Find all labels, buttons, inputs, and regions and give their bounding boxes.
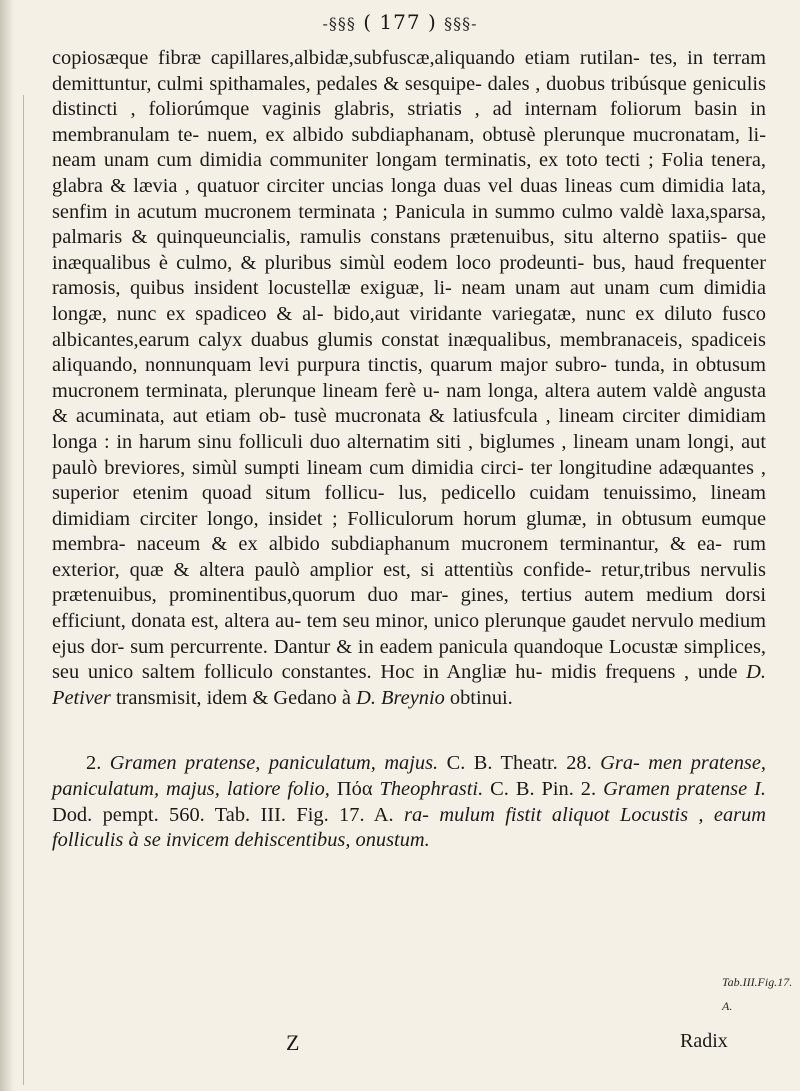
entry-2-ref2: C. B. Pin. 2. — [483, 778, 604, 801]
margin-rule — [23, 95, 24, 1085]
signature-mark: Z — [286, 1030, 300, 1055]
margin-note: Tab.III.Fig.17. A. — [722, 975, 793, 1013]
page-header — [0, 10, 800, 34]
entry-2-ref1: C. B. Theatr. 28. — [438, 752, 601, 775]
entry-2-description: ra- mulum fistit aliquot Locustis , earum folliculis à se invicem dehiscentibus, onustum. — [52, 803, 767, 852]
entry-2-title: Gramen pratense, paniculatum, majus. — [109, 752, 439, 775]
body-text — [52, 46, 766, 854]
catchword: Radix — [680, 1030, 728, 1052]
breynio-name: D. Breynio — [356, 686, 445, 709]
petiver-name: D. Petiver — [52, 661, 766, 709]
page-binding-shadow — [0, 0, 14, 1091]
entry-2-alt-name: Gra- men pratense, paniculatum, majus, latiore folio, — [52, 752, 767, 801]
entry-2-number: 2. — [86, 752, 102, 775]
paragraph-1-mid: transmisit, idem & Gedano à — [110, 686, 357, 709]
entry-2-greek: Πόα — [329, 778, 380, 801]
paragraph-1 — [52, 46, 766, 711]
entry-2-theophrasti: Theophrasti. — [379, 778, 484, 801]
paragraph-1-end: obtinui. — [444, 686, 513, 709]
paragraph-1-text: copiosæque fibræ capillares,albidæ,subfuscæ,aliquando etiam rutilan- tes, in terram demittuntur, culmi spithamales, pedales & sesquipe- dales , duobus tribúsque geniculis distincti , foliorúmque vaginis glabris, striatis , ad internam foliorum basin in membranulam te- nuem, ex albido subdiaphanam, obtusè plerunque mucronatam, li- neam unam cum dimidia communiter longam terminatis, ex toto tecti ; Folia tenera, glabra & lævia , quatuor circiter uncias longa duas vel duas lineas cum dimidia lata, senfim in acutum mucronem terminata ; Panicula in summo culmo valdè laxa,sparsa, palmaris & quinqueuncialis, ramulis constans prætenuibus, situ alterno spatiis- que inæqualibus è culmo, & pluribus simùl eodem loco prodeunti- bus, haud frequenter ramosis, quibus insident locustellæ exiguæ, li- neam unam aut unam cum dimidia longæ, nunc ex spadiceo & al- bido,aut viridante variegatæ, nunc ex diluto fusco albicantes,earum calyx duabus glumis constat inæqualibus, membranaceis, spadiceis aliquando, nonnunquam levi purpura tinctis, quarum major subro- tunda, in obtusum mucronem terminata, plerunque lineam ferè u- nam longa, altera autem valdè angusta & acuminata, aut etiam ob- tusè mucronata & latiusfcula , lineam circiter dimidiam longa : in harum sinu folliculi duo alternatim siti , biglumes , lineam unam longi, aut paulò breviores, simùl sumpti lineam cum dimidia circi- ter longitudine adæquantes , superior etenim quoad situm follicu- lus, pedicello cuidam tenuissimo, lineam dimidiam circiter longo, insidet ; Folliculorum horum glumæ, in obtusum eumque membra- naceum & ex albido subdiaphanum mucronem terminantur, & ea- rum exterior, quæ & altera paulò amplior est, si attentiùs confide- retur,tribus nervulis prætenuibus, prominentibus,quorum duo mar- gines, tertius autem medium dorsi efficiunt, donata est, altera au- tem seu minor, unico plerunque gaudet nervulo medium ejus dor- sum percurrente. Dantur & in eadem panicula quandoque Locustæ simplices, seu unico saltem folliculo constantes. Hoc in Angliæ hu- midis frequens , unde — [52, 47, 766, 684]
entry-2-ref3: Dod. pempt. 560. Tab. III. Fig. 17. A. — [52, 803, 405, 826]
page-number: ( 177 ) — [363, 10, 437, 34]
entry-2-dod-name: Gramen pratense I. — [603, 778, 766, 801]
entry-2 — [52, 751, 766, 853]
header-ornament-right: §§§- — [444, 14, 478, 33]
header-ornament-left: -§§§ — [322, 14, 356, 33]
